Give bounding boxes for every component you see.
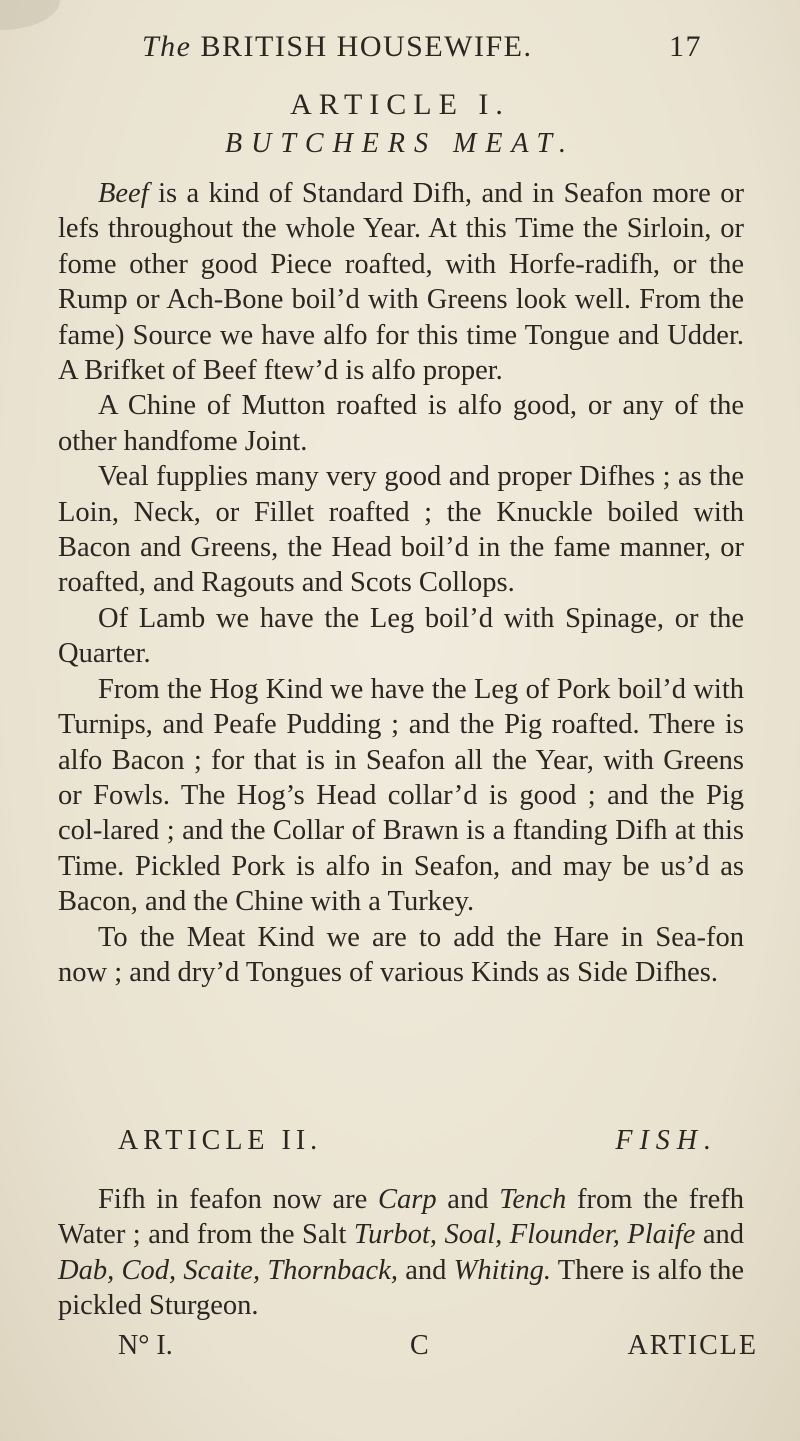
fish-text-4: and	[695, 1219, 745, 1251]
page-footer	[118, 1330, 758, 1370]
running-title-main: BRITISH HOUSEWIFE.	[191, 30, 533, 63]
catchword: ARTICLE	[627, 1330, 758, 1361]
fish-salt-list-1: Turbot, Soal, Flounder, Plaife	[353, 1219, 696, 1251]
page-corner-stain	[0, 0, 60, 30]
article-1-body	[58, 176, 744, 990]
running-title	[142, 30, 533, 64]
paragraph-mutton: A Chine of Mutton roafted is alfo good, or any of the other handfome Joint.	[58, 390, 744, 457]
article-2-heading-topic: FISH.	[615, 1125, 718, 1156]
paragraph-pork: From the Hog Kind we have the Leg of Pork boil’d with Turnips, and Peafe Pudding ; and the Pig roafted. There is alfo Bacon ; for that is in Seafon all the Year, with Greens or Fowls. The Hog’s Head collar’d is good ; and the Pig col-lared ; and the Collar of Brawn is a ftanding Difh at this Time. Pickled Pork is alfo in Seafon, and may be us’d as Bacon, and the Chine with a Turkey.	[58, 673, 744, 918]
fish-text-3: from the frefh Water ; and from the Salt	[58, 1184, 744, 1251]
article-2-body	[58, 1182, 744, 1324]
running-title-prefix: The	[142, 30, 192, 63]
article-2-heading-label: ARTICLE II.	[118, 1125, 323, 1156]
signature-number: N° I.	[118, 1330, 173, 1361]
paragraph-veal: Veal fupplies many very good and proper Difhes ; as the Loin, Neck, or Fillet roafted ; the Knuckle boiled with Bacon and Greens, the Head boil’d in the fame manner, or roafted, and Ragouts and Scots Collops.	[58, 461, 744, 599]
page-number: 17	[669, 30, 702, 63]
fish-salt-list-2: Dab, Cod, Scaite, Thornback,	[58, 1254, 398, 1286]
paragraph-lamb: Of Lamb we have the Leg boil’d with Spinage, or the Quarter.	[58, 602, 744, 670]
paragraph-beef-text: is a kind of Standard Difh, and in Seafon more or lefs throughout the whole Year. At this Time the Sirloin, or fome other good Piece roafted, with Horfe-radifh, or the Rump or Ach-Bone boil’d with Greens look well. From the fame) Source we have alfo for this time Tongue and Udder. A Brifket of Beef ftew’d is alfo proper.	[58, 178, 744, 387]
fish-text-6: There is alfo the pickled Sturgeon.	[58, 1254, 745, 1322]
fish-carp: Carp	[377, 1184, 437, 1215]
fish-text-5: and	[397, 1254, 454, 1286]
fish-text-1: Fifh in feafon now are	[98, 1184, 378, 1215]
fish-whiting: Whiting.	[453, 1254, 551, 1286]
running-head	[142, 30, 702, 74]
paragraph-beef	[58, 176, 744, 388]
paragraph-beef-lead: Beef	[98, 178, 149, 209]
fish-tench: Tench	[499, 1184, 567, 1215]
article-2-heading	[118, 1125, 718, 1165]
article-1-subheading: BUTCHERS MEAT.	[225, 128, 575, 159]
article-1-heading: ARTICLE I.	[290, 88, 510, 121]
paragraph-fish	[58, 1182, 744, 1324]
fish-text-2: and	[436, 1184, 500, 1215]
signature-mark: C	[410, 1330, 429, 1361]
paragraph-hare: To the Meat Kind we are to add the Hare in Sea-fon now ; and dry’d Tongues of various Kinds as Side Difhes.	[58, 921, 744, 988]
